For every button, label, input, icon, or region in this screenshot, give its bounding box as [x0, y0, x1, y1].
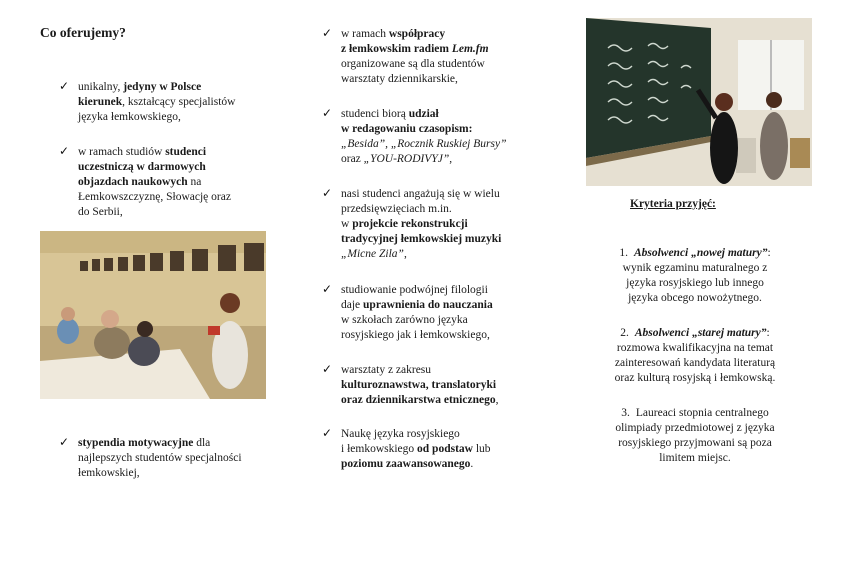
text: w ramach [341, 28, 389, 40]
text-bold: tradycyjnej łemkowskiej muzyki [341, 233, 502, 245]
text: Łemkowszczyznę, Słowację oraz [78, 191, 231, 203]
text: języka rosyjskiego lub innego [626, 277, 764, 289]
text-italic: „YOU-RODIVYJ” [363, 153, 450, 165]
text: rosyjskiego jak i łemkowskiego, [341, 329, 490, 341]
text-bold: z łemkowskim radiem [341, 43, 452, 55]
text: zainteresowań kandydata literaturą [614, 357, 776, 369]
offer-item-field-trips [59, 144, 278, 220]
criterion-new-matura [585, 246, 805, 306]
check-icon: ✓ [322, 282, 333, 296]
text-bold: studenci [165, 146, 207, 158]
photo-blackboard-lecture [586, 18, 812, 186]
check-icon: ✓ [322, 26, 333, 40]
text: przedsięwzięciach m.in. [341, 203, 452, 215]
check-icon: ✓ [59, 79, 70, 93]
text: łemkowskiej, [78, 467, 140, 479]
text: , [403, 248, 407, 260]
text: w [341, 218, 353, 230]
text-bold: uczestniczą w darmowych [78, 161, 206, 173]
text: oraz kulturą rosyjską i łemkowską. [614, 372, 776, 384]
text-bold: od podstaw [417, 443, 473, 455]
text: daje [341, 299, 364, 311]
text-bold: jedyny w Polsce [123, 81, 202, 93]
check-icon: ✓ [322, 186, 333, 200]
text: do Serbii, [78, 206, 123, 218]
text: rozmowa kwalifikacyjna na temat [616, 342, 774, 354]
text: olimpiady przedmiotowej z języka [615, 422, 775, 434]
offer-item-scholarships [59, 435, 278, 481]
text: . [470, 458, 474, 470]
text: limitem miejsc. [659, 452, 731, 464]
photo-classroom-students [40, 231, 266, 399]
text: oraz [341, 153, 364, 165]
text-bold: w redagowaniu czasopism: [341, 123, 473, 135]
text: w ramach studiów [78, 146, 166, 158]
text: : [766, 327, 770, 339]
text-bold: oraz dziennikarstwa etnicznego [341, 394, 496, 406]
check-icon: ✓ [59, 144, 70, 158]
criteria-title: Kryteria przyjęć: [630, 198, 716, 210]
check-icon: ✓ [322, 426, 333, 440]
page-heading: Co oferujemy? [40, 25, 126, 40]
offer-item-language-levels [322, 426, 546, 472]
offer-item-unique-program [59, 79, 278, 125]
text: : [767, 247, 771, 259]
text: , [495, 394, 499, 406]
text: rosyjskiego przyjmowani są poza [618, 437, 772, 449]
offer-item-double-philology [322, 282, 546, 343]
text: , [449, 153, 453, 165]
text: studiowanie podwójnej filologii [341, 284, 488, 296]
text: lub [472, 443, 491, 455]
criterion-old-matura [585, 326, 805, 386]
text: wynik egzaminu maturalnego z [622, 262, 768, 274]
text: warsztaty z zakresu [341, 364, 432, 376]
text-bold: współpracy [388, 28, 446, 40]
criterion-number: 1. [619, 247, 628, 259]
text-bold: objazdach naukowych [78, 176, 188, 188]
text: unikalny, [78, 81, 124, 93]
text: nasi studenci angażują się w wielu [341, 188, 500, 200]
text: na [187, 176, 202, 188]
text: języka obcego nowożytnego. [628, 292, 762, 304]
text: najlepszych studentów specjalności [78, 452, 242, 464]
text: i łemkowskiego [341, 443, 418, 455]
text: Laureaci stopnia centralnego [635, 407, 769, 419]
text-italic: „Micne Zila” [341, 248, 404, 260]
text-italic: „Besida”, „Rocznik Ruskiej Bursy” [341, 138, 507, 150]
text: dla [193, 437, 211, 449]
text-bold: kierunek [78, 96, 123, 108]
text: organizowane są dla studentów [341, 58, 485, 70]
text: studenci biorą [341, 108, 409, 120]
offer-item-radio-workshops [322, 26, 546, 87]
text-bold-italic: Lem.fm [451, 43, 489, 55]
text: w szkołach zarówno języka [341, 314, 468, 326]
criterion-number: 2. [620, 327, 629, 339]
text-bold: udział [408, 108, 439, 120]
text-bold: uprawnienia do nauczania [363, 299, 493, 311]
text-bold: poziomu zaawansowanego [341, 458, 471, 470]
text: Naukę języka rosyjskiego [341, 428, 460, 440]
criterion-number: 3. [621, 407, 630, 419]
check-icon: ✓ [322, 362, 333, 376]
check-icon: ✓ [59, 435, 70, 449]
text: warsztaty dziennikarskie, [341, 73, 458, 85]
text-bold: kulturoznawstwa, translatoryki [341, 379, 497, 391]
offer-item-workshops [322, 362, 546, 408]
offer-item-magazines [322, 106, 546, 167]
text: , kształcący specjalistów [122, 96, 236, 108]
criterion-title: Absolwenci „nowej matury” [633, 247, 768, 259]
criterion-olympiad-laureates [585, 406, 805, 466]
check-icon: ✓ [322, 106, 333, 120]
text-bold: stypendia motywacyjne [78, 437, 194, 449]
text: języka łemkowskiego, [78, 111, 181, 123]
offer-item-music-project [322, 186, 546, 262]
criterion-title: Absolwenci „starej matury” [634, 327, 767, 339]
text-bold: projekcie rekonstrukcji [352, 218, 468, 230]
